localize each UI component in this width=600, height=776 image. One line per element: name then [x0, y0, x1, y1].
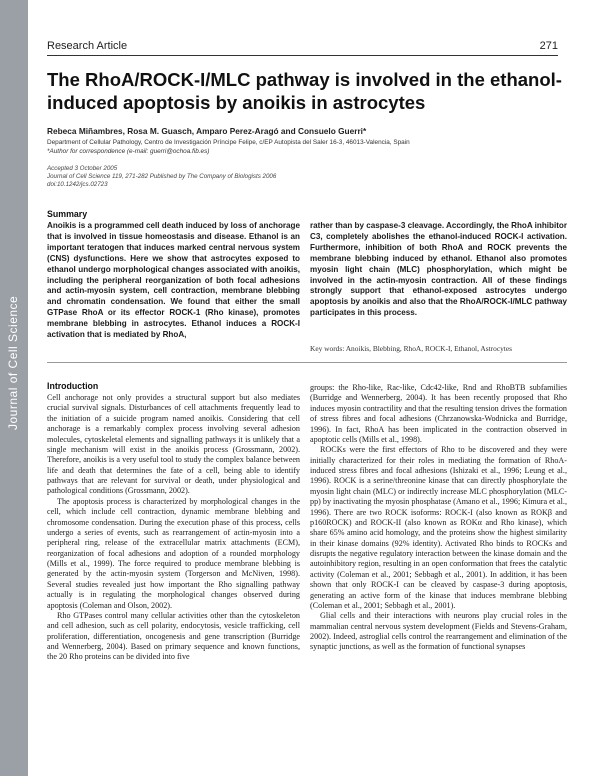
author-list: Rebeca Miñambres, Rosa M. Guasch, Amparo Perez-Aragó and Consuelo Guerri* — [47, 126, 367, 136]
accepted-date: Accepted 3 October 2005 — [47, 165, 118, 172]
header-divider — [47, 55, 558, 56]
body-paragraph: The apoptosis process is characterized by morphological changes in the cell, which include cell contraction, dynamic membrane blebbing and chromosome condensation. During the execution phase of this process, cells undergo a series of events, such as rearrangement of actin-myosin into a peripheral ring, release of the extracellular matrix attachments (ECM), reorganization of focal adhesions and adoption of a rounded morphology (Mills et al., 1999). The force required to produce membrane blebbing is generated by the actin-myosin system (Torgerson and McNiven, 1998). Several studies revealed just how important the Rho signalling pathway actually is in regulating the morphological changes observed during apoptosis (Coleman and Olson, 2002). — [47, 496, 300, 610]
affiliation-block — [47, 139, 567, 156]
section-divider — [47, 362, 567, 363]
summary-left-column — [47, 221, 300, 341]
doi: doi:10.1242/jcs.02723 — [47, 181, 108, 188]
publication-dates — [47, 165, 276, 189]
summary-heading: Summary — [47, 209, 88, 219]
affiliation: Department of Cellular Pathology, Centro de Investigación Príncipe Felipe, c/EP Autopista del Saler 16-3, 46013-Valencia, Spain — [47, 139, 410, 146]
body-paragraph: Cell anchorage not only provides a structural support but also mediates crucial survival signals. Disturbances of cell attachments frequently lead to the initiation of a suicide program named anoikis. Considering that cell anchorage is a remarkably complex process involving several adhesion molecules, cytoskeletal elements and signalling pathways it is unlikely that a single mechanism will exist in the anoikis process (Grossmann, 2002). Therefore, anoikis is a very useful tool to study the complex balance between life and death that determines the fate of a cell, being able to identify pathways that are relevant for survival or death, under physiological and pathological conditions (Grossmann, 2002). — [47, 393, 300, 496]
article-type: Research Article — [47, 40, 128, 52]
summary-text-left: Anoikis is a programmed cell death induced by loss of anchorage that is involved in tissue homeostasis and disease. Ethanol is an important teratogen that induces marked central nervous system (CNS) dysfunctions. Here we show that astrocytes exposed to ethanol undergo morphological changes associated with anoikis, including the peripheral reorganization of both focal adhesions and actin-myosin system, cell contraction, membrane blebbing and chromatin condensation. We found that either the small GTPase RhoA or its effector ROCK-1 (Rho kinase), promotes membrane blebbing in astrocytes. Ethanol induces a ROCK-I activation that is mediated by RhoA, — [47, 221, 300, 340]
introduction-heading: Introduction — [47, 381, 99, 391]
summary-text-right: rather than by caspase-3 cleavage. Accordingly, the RhoA inhibitor C3, completely abolishes the ethanol-induced ROCK-I activation. Furthermore, inhibition of both RhoA and ROCK prevents the membrane blebbing induced by ethanol. Ethanol also promotes myosin light chain (MLC) phosphorylation, which might be involved in the actin-myosin contraction. All of these findings strongly support that ethanol-exposed astrocytes undergo apoptosis by anoikis and also that the RhoA/ROCK-I/MLC pathway participates in this process. — [310, 221, 567, 318]
body-paragraph: Rho GTPases control many cellular activities other than the cytoskeleton and cell adhesion, such as cell polarity, endocytosis, vesicle trafficking, cell proliferation, differentiation, oncogenesis and gene transcription (Burridge and Wennerberg, 2004). Based on primary sequence and known functions, the 20 Rho proteins can be divided into five — [47, 610, 300, 662]
journal-name: Journal of Cell Science — [6, 295, 20, 430]
keywords: Key words: Anoikis, Blebbing, RhoA, ROCK-I, Ethanol, Astrocytes — [310, 344, 512, 353]
page-number: 271 — [539, 40, 558, 52]
correspondence: *Author for correspondence (e-mail: guerri@ochoa.fib.es) — [47, 147, 210, 155]
body-paragraph: groups: the Rho-like, Rac-like, Cdc42-like, Rnd and RhoBTB subfamilies (Burridge and Wennerberg, 2004). It has been recently proposed that Rho induces myosin contractility and that the resulting tension drives the formation of stress fibres and focal adhesions (Chrzanowska-Wodnicka and Burridge, 1996). In fact, RhoA has been implicated in the contraction observed in apoptotic cells (Mills et al., 1998). — [310, 383, 567, 444]
body-paragraph: ROCKs were the first effectors of Rho to be discovered and they were initially characterized for their roles in mediating the formation of RhoA-induced stress fibres and focal adhesions (Ishizaki et al., 1996; Leung et al., 1996). ROCK is a serine/threonine kinase that can directly phosphorylate the myosin light chain (MLC) or indirectly increase MLC phosphorylation (MLC-pp) by inactivating the myosin phosphatase (Amano et al., 1996; Kimura et al., 1996). There are two ROCK isoforms: ROCK-I (also known as ROKβ and p160ROCK) and ROCK-II (also known as ROKα and Rho kinase), which share 65% amino acid homology, and the proteins show the highest similarity in their kinase domains (92% identity). Activated Rho binds to ROCKs and disrupts the negative regulatory interaction between the kinase domain and the autoinhibitory region, resulting in an open conformation that frees the catalytic activity (Coleman et al., 2001; Sebbagh et al., 2001). In addition, it has been shown that only ROCK-I can be cleaved by caspase-3 during apoptosis, generating an active form of the kinase that induces membrane blebbing (Coleman et al., 2001; Sebbagh et al., 2001). — [310, 445, 567, 610]
body-paragraph: Glial cells and their interactions with neurons play crucial roles in the mammalian central nervous system development (Fields and Stevens-Graham, 2002). Indeed, astroglial cells control the rearrangement and elimination of the synaptic junctions, as well as the formation of functional synapses — [310, 611, 567, 652]
journal-sidebar — [0, 0, 28, 776]
summary-right-column — [310, 221, 567, 319]
journal-citation: Journal of Cell Science 119, 271-282 Published by The Company of Biologists 2006 — [47, 173, 277, 180]
body-right-column — [310, 383, 567, 773]
article-title: The RhoA/ROCK-I/MLC pathway is involved in the ethanol-induced apoptosis by anoikis in astrocytes — [47, 69, 562, 113]
body-left-column — [47, 393, 300, 773]
